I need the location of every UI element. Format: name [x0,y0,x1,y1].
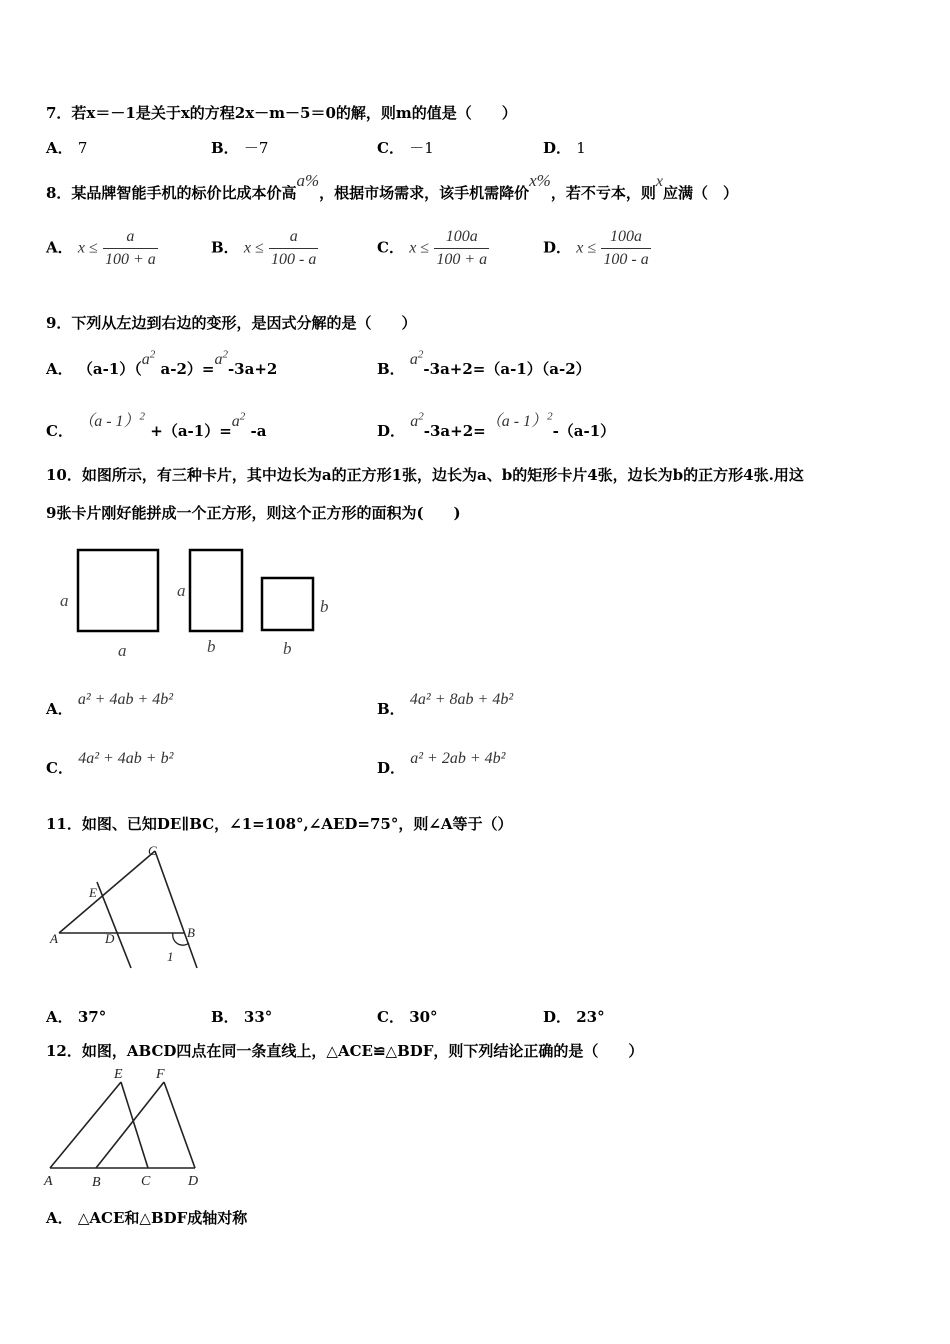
q12-option-a: A． △ACE和△BDF成轴对称 [46,1209,248,1227]
q12-triangles-figure [40,1064,210,1194]
q9-option-a: A． $(a-1)(a^2$ $a-2)=a^2-3a+2$ [46,348,278,378]
q9-option-b: B． $a^2-3a+2=(a-1)(a-2)$ [377,348,591,378]
q8-expr-x: x% [529,171,551,190]
label-F: F [156,1067,165,1082]
q10-option-c: C． 4a² + 4ab + b² [46,750,174,777]
q10-option-a: A． a² + 4ab + 4b² [46,691,174,718]
label-C: C [141,1174,151,1189]
q8-option-c: C． x ≤ $\frac{100a}{100 + a}$ [377,228,488,268]
q7-option-a: A． 7 [46,139,88,157]
line-EC [121,1082,148,1168]
q11-option-a: A． 37° [46,1008,107,1026]
q9-option-c: C． $(a - 1)^2 +(a-1)=a^2$ -a [46,410,267,440]
line-FD [164,1082,195,1168]
line-AE [50,1082,121,1168]
label-E: E [114,1067,123,1082]
card-square-b [262,578,313,630]
q10-option-b: B． 4a² + 8ab + 4b² [377,691,514,718]
q10-stem-line1: 10．如图所示，有三种卡片，其中边长为a的正方形1张，边长为a、b的矩形卡片4张，边长为b的正方形4张.用这 [46,466,804,484]
q10-cards-figure [55,540,345,665]
q7-option-c: C． －1 [377,139,434,157]
q9-option-d: D． $a^2-3a+2=(a - 1)^2-(a-1)$ [377,410,616,440]
label-B: B [187,925,195,940]
q11-stem: 11．如图、已知DE∥BC，∠1=108°,∠AED=75°，则∠A等于（） [46,815,513,833]
line-CB-extended [155,851,197,968]
label-1: 1 [167,949,174,964]
q8-option-d: D． x ≤ $\frac{100a}{100 - a}$ [543,228,649,268]
label-sq-b-side: b [320,597,329,616]
q8-expr-a: a% [296,171,320,190]
label-a-bottom: a [118,641,127,660]
card-square-a [78,550,158,631]
q10-option-d: D． a² + 2ab + 4b² [377,750,506,777]
q8-option-b: B． x ≤ $\frac{a}{100 - a}$ [211,228,317,268]
label-rect-a: a [177,581,186,600]
q7-stem: 7．若x＝－1是关于x的方程2x－m－5＝0的解，则m的值是（ ） [46,104,517,122]
label-rect-b: b [207,637,216,656]
label-B: B [92,1175,101,1190]
q11-option-c: C． 30° [377,1008,438,1026]
q12-stem: 12．如图，ABCD四点在同一条直线上，△ACE≌△BDF，则下列结论正确的是（ ） [46,1042,644,1060]
q10-stem-line2: 9张卡片刚好能拼成一个正方形，则这个正方形的面积为( ) [46,504,461,522]
q8-expr-var: x [655,173,663,190]
label-A: A [44,1174,53,1189]
label-C: C [148,843,157,858]
q11-option-d: D． 23° [543,1008,605,1026]
q7-option-b: B． －7 [211,139,269,157]
label-sq-b-bottom: b [283,639,292,658]
q11-triangle-figure [45,840,215,975]
q7-option-d: D． 1 [543,139,586,157]
card-rect-ab [190,550,242,631]
label-A: A [50,931,58,946]
label-E: E [89,885,97,900]
line-BF [96,1082,164,1168]
q9-stem: 9．下列从左边到右边的变形，是因式分解的是（ ） [46,314,417,332]
line-ED-extended [97,882,131,968]
q8-option-a: A． x ≤ $\frac{a}{100 + a}$ [46,228,156,268]
label-D: D [188,1174,199,1189]
line-AC [59,851,155,933]
label-D: D [105,931,115,946]
q11-option-b: B． 33° [211,1008,273,1026]
q8-stem: 8．某品牌智能手机的标价比成本价高a%，根据市场需求，该手机需降价x%，若不亏本，则x应满（ ） [46,171,738,202]
label-a-side: a [60,591,69,610]
